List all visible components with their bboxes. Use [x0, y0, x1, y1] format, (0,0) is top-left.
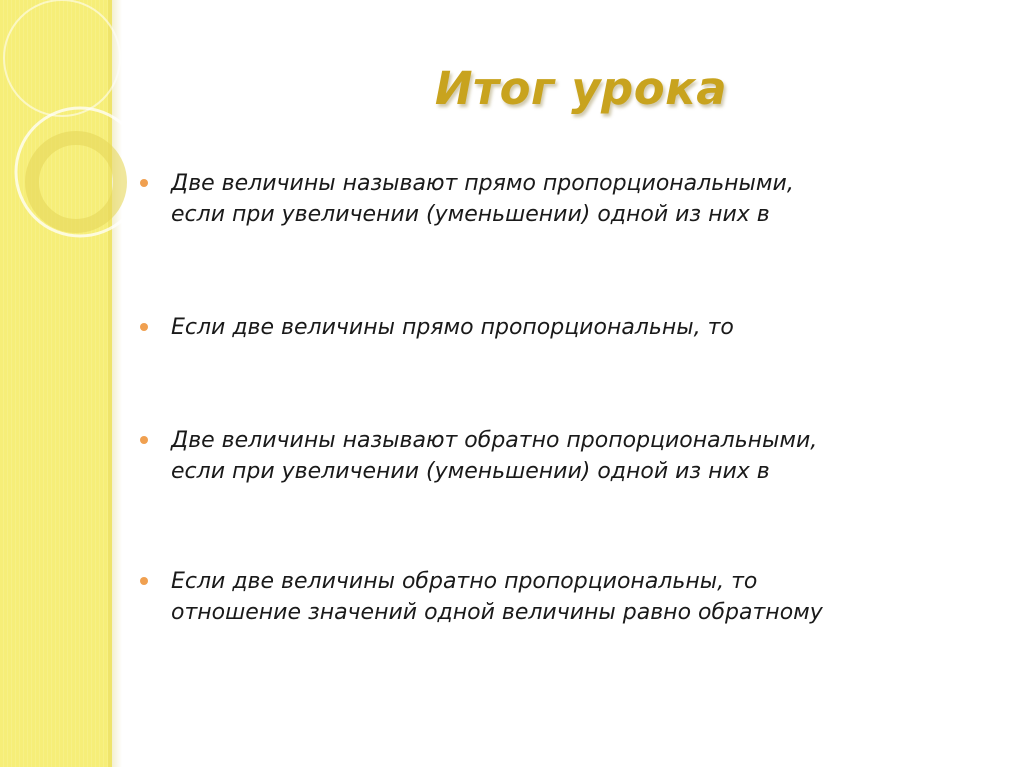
bullet-marker-icon — [140, 577, 148, 585]
bullet-line: Если две величины прямо пропорциональны, то — [171, 315, 734, 340]
bullet-marker-icon — [140, 323, 148, 331]
bullet-line: отношение значений одной величины равно обратному — [171, 600, 823, 625]
bullet-item — [140, 566, 1000, 628]
slide-title: Итог урока — [434, 62, 728, 115]
bullet-line: если при увеличении (уменьшении) одной из них в — [171, 459, 770, 484]
bullet-line: Если две величины обратно пропорциональны, то — [171, 569, 758, 594]
bullet-line: если при увеличении (уменьшении) одной из них в — [171, 202, 770, 227]
bullet-line: Две величины называют прямо пропорциональными, — [171, 171, 794, 196]
bullet-item — [140, 168, 1000, 230]
bullet-marker-icon — [140, 179, 148, 187]
bullet-marker-icon — [140, 436, 148, 444]
decorative-circles — [0, 0, 160, 767]
deco-circle-thick — [32, 138, 120, 226]
bullet-item — [140, 312, 1000, 343]
bullet-line: Две величины называют обратно пропорциональными, — [171, 428, 818, 453]
bullet-item — [140, 425, 1000, 487]
